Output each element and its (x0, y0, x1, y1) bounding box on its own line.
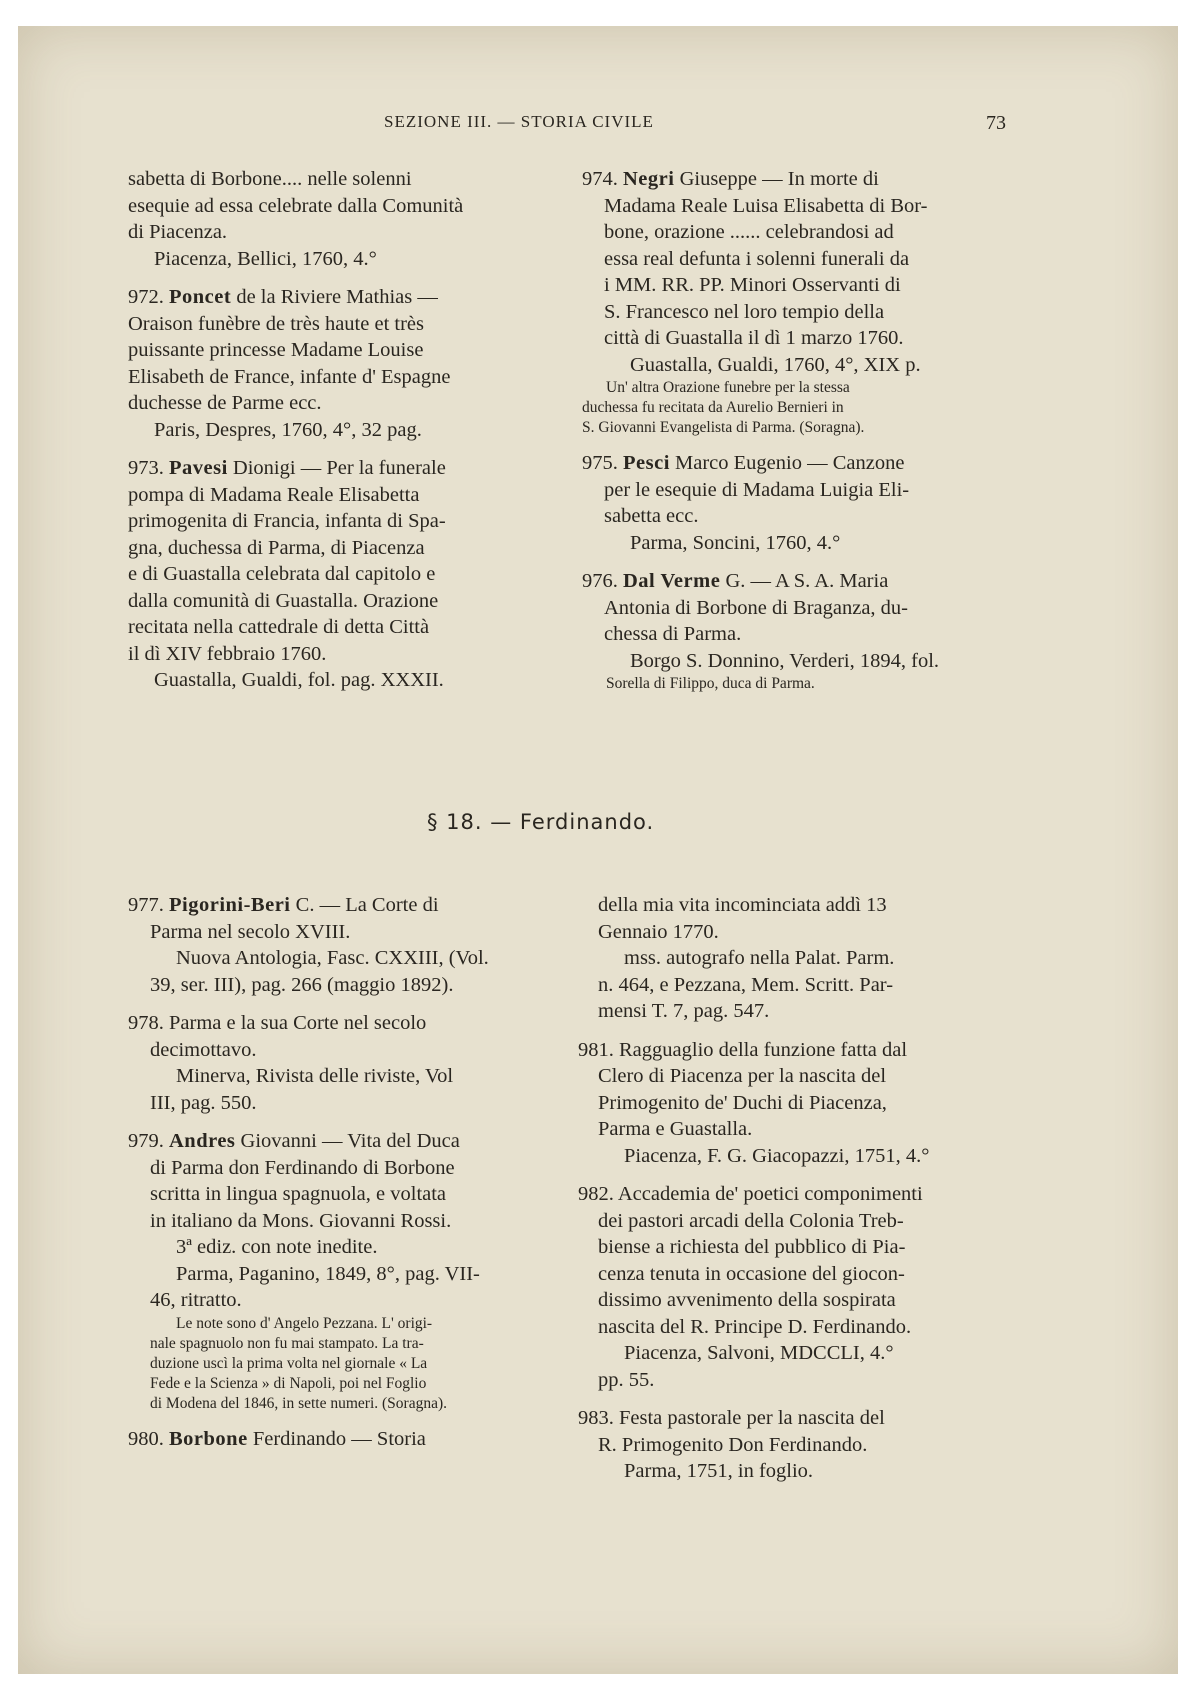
entry-number: 981. (578, 1038, 614, 1061)
entry-number: 974. (582, 168, 618, 190)
text-line: Elisabeth de France, infante d' Espagne (128, 365, 451, 388)
author-name: Andres (169, 1130, 236, 1152)
entry-number: 975. (582, 452, 618, 474)
publication-info: Guastalla, Gualdi, fol. pag. XXXII. (154, 669, 444, 691)
text-line: sabetta di Borbone.... nelle solenni (128, 168, 412, 190)
column-top-right (582, 166, 1012, 706)
publication-info: III, pag. 550. (150, 1091, 257, 1114)
text-line: C. — La Corte di (290, 894, 439, 916)
publication-info: mensi T. 7, pag. 547. (598, 1000, 770, 1022)
author-name: Pavesi (169, 457, 228, 479)
entry-976 (582, 568, 1012, 694)
entry-continuation (128, 166, 548, 272)
text-line: pompa di Madama Reale Elisabetta (128, 483, 420, 506)
text-line: biense a richiesta del pubblico di Pia- (598, 1236, 906, 1258)
edition-info: 3ª ediz. con note inedite. (176, 1236, 378, 1258)
text-line: il dì XIV febbraio 1760. (128, 642, 327, 665)
footnote-line: nale spagnuolo non fu mai stampato. La tra- (150, 1334, 424, 1352)
text-line: chessa di Parma. (604, 623, 742, 645)
text-line: Giovanni — Vita del Duca (235, 1130, 460, 1152)
text-line: Ferdinando — Storia (247, 1427, 426, 1450)
column-top-left (128, 166, 548, 706)
entry-981 (578, 1037, 1012, 1170)
entry-number: 982. (578, 1183, 614, 1205)
publication-info: Borgo S. Donnino, Verderi, 1894, fol. (630, 649, 940, 672)
publication-info: Piacenza, F. G. Giacopazzi, 1751, 4.° (624, 1144, 930, 1167)
text-line: Festa pastorale per la nascita del (613, 1407, 885, 1429)
footnote-line: Fede e la Scienza » di Napoli, poi nel Foglio (150, 1374, 427, 1392)
text-line: R. Primogenito Don Ferdinando. (598, 1433, 868, 1456)
author-name: Pigorini-Beri (169, 894, 291, 916)
text-line: cenza tenuta in occasione del giocon- (598, 1262, 905, 1285)
text-line: dalla comunità di Guastalla. Orazione (128, 589, 439, 612)
text-line: bone, orazione ...... celebrandosi ad (604, 221, 894, 243)
entry-number: 977. (128, 894, 164, 916)
author-name: Negri (623, 168, 675, 190)
text-line: Parma e la sua Corte nel secolo (163, 1012, 427, 1034)
running-header (0, 112, 1196, 136)
publication-info: Parma, Soncini, 1760, 4.° (630, 531, 841, 554)
entry-978 (128, 1010, 548, 1116)
footnote-line: Le note sono d' Angelo Pezzana. L' origi- (176, 1314, 433, 1332)
publication-info: pp. 55. (598, 1368, 655, 1391)
text-line: Gennaio 1770. (598, 920, 719, 943)
text-line: scritta in lingua spagnuola, e voltata (150, 1183, 447, 1205)
text-line: dei pastori arcadi della Colonia Treb- (598, 1209, 904, 1232)
entry-975 (582, 450, 1012, 556)
text-line: Parma nel secolo XVIII. (150, 920, 351, 943)
publication-info: Piacenza, Bellici, 1760, 4.° (154, 247, 377, 270)
entry-number: 973. (128, 457, 164, 479)
text-line: duchesse de Parme ecc. (128, 392, 322, 414)
entry-number: 976. (582, 570, 618, 592)
text-line: Giuseppe — In morte di (674, 168, 879, 190)
publication-info: Piacenza, Salvoni, MDCCLI, 4.° (624, 1342, 894, 1364)
text-line: per le esequie di Madama Luigia Eli- (604, 478, 910, 501)
text-line: puissante princesse Madame Louise (128, 339, 424, 361)
text-line: primogenita di Francia, infanta di Spa- (128, 510, 446, 532)
entry-number: 980. (128, 1427, 164, 1450)
footnote-line: Sorella di Filippo, duca di Parma. (606, 675, 815, 692)
footnote-line: Un' altra Orazione funebre per la stessa (606, 379, 850, 396)
footnote-line: di Modena del 1846, in sette numeri. (Soragna). (150, 1394, 448, 1412)
text-line: Parma e Guastalla. (598, 1118, 753, 1140)
text-line: Dionigi — Per la funerale (227, 457, 446, 479)
entry-number: 979. (128, 1130, 164, 1152)
text-line: Antonia di Borbone di Braganza, du- (604, 596, 909, 619)
text-line: Marco Eugenio — Canzone (669, 452, 905, 474)
footnote-line: duchessa fu recitata da Aurelio Bernieri in (582, 399, 844, 416)
entry-continuation (598, 892, 1012, 1025)
publication-info: 39, ser. III), pag. 266 (maggio 1892). (150, 973, 454, 996)
text-line: G. — A S. A. Maria (720, 570, 889, 592)
section-heading: SEZIONE III. — STORIA CIVILE (384, 112, 654, 131)
text-line: di Parma don Ferdinando di Borbone (150, 1156, 455, 1179)
page-number: 73 (986, 112, 1006, 134)
publication-info: Nuova Antologia, Fasc. CXXIII, (Vol. (176, 947, 489, 969)
text-line: nascita del R. Principe D. Ferdinando. (598, 1315, 912, 1338)
text-line: decimottavo. (150, 1038, 257, 1061)
publication-info: Guastalla, Gualdi, 1760, 4°, XIX p. (630, 353, 921, 376)
text-line: e di Guastalla celebrata dal capitolo e (128, 563, 436, 585)
text-line: Clero di Piacenza per la nascita del (598, 1065, 887, 1087)
text-line: Oraison funèbre de très haute et très (128, 312, 424, 335)
footnote-line: S. Giovanni Evangelista di Parma. (Soragna). (582, 419, 865, 436)
text-line: Ragguaglio della funzione fatta dal (613, 1038, 908, 1061)
column-bottom-left (128, 892, 548, 1464)
publication-info: Minerva, Rivista delle riviste, Vol (176, 1065, 454, 1087)
publication-info: n. 464, e Pezzana, Mem. Scritt. Par- (598, 973, 894, 996)
entry-974 (582, 166, 1012, 438)
publication-info: Parma, Paganino, 1849, 8°, pag. VII- (176, 1262, 480, 1285)
publication-info: mss. autografo nella Palat. Parm. (624, 947, 895, 969)
text-line: in italiano da Mons. Giovanni Rossi. (150, 1209, 452, 1232)
text-line: città di Guastalla il dì 1 marzo 1760. (604, 327, 904, 349)
text-line: de la Riviere Mathias — (231, 286, 438, 308)
text-line: della mia vita incominciata addì 13 (598, 894, 887, 916)
text-line: esequie ad essa celebrate dalla Comunità (128, 194, 464, 217)
author-name: Borbone (169, 1427, 248, 1450)
footnote-line: duzione uscì la prima volta nel giornale « La (150, 1354, 428, 1372)
entry-972 (128, 284, 548, 443)
entry-980 (128, 1426, 548, 1453)
entry-982 (578, 1181, 1012, 1393)
text-line: i MM. RR. PP. Minori Osservanti di (604, 274, 901, 296)
text-line: essa real defunta i solenni funerali da (604, 247, 910, 270)
text-line: Accademia de' poetici componimenti (613, 1183, 923, 1205)
entry-number: 983. (578, 1407, 614, 1429)
publication-info: Paris, Despres, 1760, 4°, 32 pag. (154, 418, 422, 441)
publication-info: Parma, 1751, in foglio. (624, 1460, 814, 1482)
text-line: S. Francesco nel loro tempio della (604, 300, 885, 323)
author-name: Poncet (169, 286, 232, 308)
entry-number: 978. (128, 1012, 164, 1034)
text-line: di Piacenza. (128, 221, 228, 243)
section-title: § 18. — Ferdinando. (427, 810, 655, 834)
text-line: dissimo avvenimento della sospirata (598, 1289, 896, 1311)
text-line: gna, duchessa di Parma, di Piacenza (128, 536, 425, 559)
entry-977 (128, 892, 548, 998)
entry-973 (128, 455, 548, 694)
text-line: sabetta ecc. (604, 505, 699, 527)
text-line: Primogenito de' Duchi di Piacenza, (598, 1091, 887, 1114)
column-bottom-right (578, 892, 1012, 1497)
entry-number: 972. (128, 286, 164, 308)
publication-info: 46, ritratto. (150, 1289, 242, 1311)
text-line: recitata nella cattedrale di detta Città (128, 616, 430, 638)
entry-979 (128, 1128, 548, 1414)
author-name: Dal Verme (623, 570, 721, 592)
author-name: Pesci (623, 452, 670, 474)
text-line: Madama Reale Luisa Elisabetta di Bor- (604, 194, 928, 217)
entry-983 (578, 1405, 1012, 1485)
